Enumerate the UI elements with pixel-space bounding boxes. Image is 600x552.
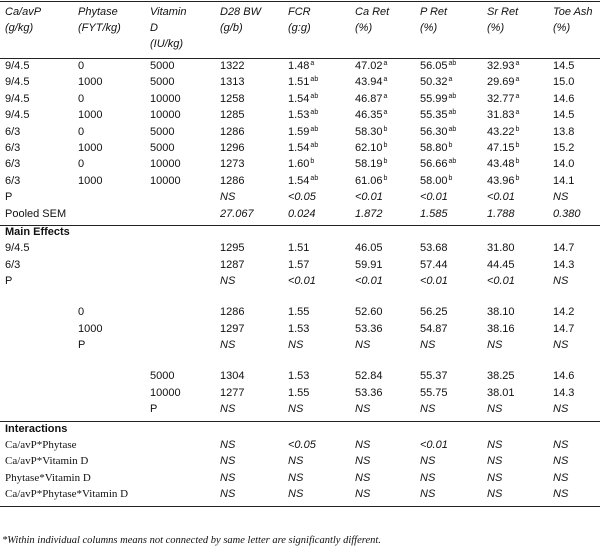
treatment-ca-ret-superscript: a [383, 109, 388, 117]
treatment-fcr-superscript: ab [310, 76, 319, 84]
treatment-bw: 1273 [220, 158, 245, 171]
treatment-sr-ret-superscript: b [515, 125, 520, 133]
pooled-sem-label: Pooled SEM [5, 207, 67, 220]
treatment-fcr: 1.54$^{ab}$ [288, 92, 319, 105]
main-effect-vitamin-d-p-ret: 55.37 [420, 370, 448, 383]
treatment-toe-ash: 14.0 [553, 158, 575, 171]
interaction-ca-ret: NS [355, 438, 371, 451]
main-effect-ca-label: 9/4.5 [5, 242, 30, 255]
main-effect-ca-fcr: 1.57 [288, 258, 310, 271]
main-effect-phytase-sr-ret: 38.10 [487, 306, 515, 319]
main-effect-phytase-ca-ret: 52.60 [355, 306, 383, 319]
main-effect-vitamin-d-bw: NS [220, 403, 236, 416]
interaction-bw: NS [220, 471, 236, 484]
main-effect-vitamin-d-ca-ret: 53.36 [355, 386, 383, 399]
interaction-sr-ret: NS [487, 488, 503, 501]
treatment-vitamin-d: 5000 [150, 125, 175, 138]
main-effect-vitamin-d-sr-ret: 38.25 [487, 370, 515, 383]
treatment-p-ret: 58.00$^b$ [420, 174, 453, 187]
treatment-fcr: 1.53$^{ab}$ [288, 109, 319, 122]
main-effect-ca-label: 6/3 [5, 258, 21, 271]
interaction-bw: NS [220, 438, 236, 451]
treatment-ca: 9/4.5 [5, 109, 30, 122]
main-effect-phytase-toe: 14.7 [553, 322, 575, 335]
treatment-ca-ret: 46.35$^a$ [355, 109, 388, 122]
interaction-ca-ret: NS [355, 455, 371, 468]
treatment-p-ret-superscript: b [448, 142, 453, 149]
treatment-ca-ret: 43.94$^a$ [355, 76, 388, 89]
main-effect-phytase-fcr: NS [288, 339, 304, 352]
treatment-fcr-superscript: a [310, 60, 315, 67]
treatment-sr-ret: 32.77$^a$ [487, 92, 520, 105]
treatment-p-ret-superscript: b [448, 174, 453, 182]
treatment-ca: 9/4.5 [5, 60, 30, 72]
p-value-row-fcr: <0.05 [288, 191, 316, 204]
treatment-bw: 1285 [220, 109, 245, 122]
treatment-ca-ret: 58.30$^b$ [355, 125, 388, 138]
main-effect-ca-p-ret: 57.44 [420, 258, 448, 271]
main-effect-vitamin-d-sr-ret: NS [487, 403, 503, 416]
header-ca_ret-line: (%) [355, 22, 373, 34]
interaction-p-ret: NS [420, 455, 436, 468]
main-effect-phytase-sr-ret: NS [487, 339, 503, 352]
header-p_ret-line: P Ret [420, 6, 448, 18]
interaction-fcr: NS [288, 455, 304, 468]
treatment-phytase: 0 [78, 125, 85, 138]
interactions-top-rule [0, 421, 600, 422]
header-phy-line: Phytase [78, 6, 118, 18]
interaction-ca-ret: NS [355, 471, 371, 484]
treatment-sr-ret: 47.15$^b$ [487, 142, 520, 154]
main-effect-phytase-toe: NS [553, 339, 569, 352]
treatment-p-ret: 56.05$^{ab}$ [420, 60, 457, 72]
treatment-ca-ret: 46.87$^a$ [355, 92, 388, 105]
p-value-row-bw: NS [220, 191, 236, 204]
treatment-vitamin-d: 10000 [150, 109, 181, 122]
treatment-p-ret-superscript: ab [448, 158, 457, 166]
p-value-row-p-ret: <0.01 [420, 191, 448, 204]
treatment-sr-ret-superscript: a [515, 76, 520, 84]
interaction-toe: NS [553, 438, 569, 451]
treatment-bw: 1322 [220, 60, 245, 72]
treatment-phytase: 0 [78, 60, 85, 72]
main-effect-vitamin-d-fcr: 1.53 [288, 370, 310, 383]
p-value-row-toe: NS [553, 191, 569, 204]
treatment-p-ret-superscript: ab [448, 60, 457, 67]
treatment-bw: 1258 [220, 92, 245, 105]
header-vitd-line: Vitamin [150, 6, 187, 18]
treatment-ca-ret-superscript: a [383, 76, 388, 84]
header-bw-line: (g/b) [220, 22, 243, 34]
treatment-vitamin-d: 10000 [150, 174, 181, 187]
treatment-ca-ret-superscript: b [383, 158, 388, 166]
main-effect-phytase-bw: 1286 [220, 306, 245, 319]
main-effect-ca-bw: 1295 [220, 242, 245, 255]
treatment-p-ret: 58.80$^b$ [420, 142, 453, 154]
treatment-bw: 1286 [220, 125, 245, 138]
treatment-vitamin-d: 5000 [150, 76, 175, 89]
treatment-bw: 1296 [220, 142, 245, 154]
footnote: *Within individual columns means not connected by same letter are significantly different. [2, 535, 381, 546]
treatment-ca-ret-superscript: b [383, 174, 388, 182]
treatment-fcr: 1.51$^{ab}$ [288, 76, 319, 89]
treatment-sr-ret: 43.48$^b$ [487, 158, 520, 171]
main-effect-ca-ca-ret: 59.91 [355, 258, 383, 271]
treatment-phytase: 0 [78, 158, 85, 171]
main-effect-ca-toe: 14.3 [553, 258, 575, 271]
treatment-fcr-superscript: ab [310, 174, 319, 182]
interaction-label: Ca/avP*Phytase [5, 438, 77, 451]
main-effect-ca-sr-ret: 44.45 [487, 258, 515, 271]
treatment-ca-ret: 62.10$^b$ [355, 142, 388, 154]
main-effect-ca-ca-ret: 46.05 [355, 242, 383, 255]
interaction-bw: NS [220, 488, 236, 501]
interaction-toe: NS [553, 471, 569, 484]
main-effect-phytase-bw: NS [220, 339, 236, 352]
treatment-vitamin-d: 5000 [150, 142, 175, 154]
interaction-ca-ret: NS [355, 488, 371, 501]
header-bottom-rule [0, 58, 600, 59]
treatment-fcr-superscript: ab [310, 92, 319, 100]
interaction-p-ret: <0.01 [420, 438, 448, 451]
interaction-sr-ret: NS [487, 455, 503, 468]
treatment-ca: 6/3 [5, 125, 21, 138]
treatment-fcr: 1.48$^a$ [288, 60, 315, 72]
treatment-sr-ret: 32.93$^a$ [487, 60, 520, 72]
header-phy-line: (FYT/kg) [78, 22, 121, 34]
main-effect-ca-toe: 14.7 [553, 242, 575, 255]
treatment-sr-ret: 29.69$^a$ [487, 76, 520, 89]
header-toe-line: Toe Ash [553, 6, 593, 18]
treatment-vitamin-d: 5000 [150, 60, 175, 72]
treatment-toe-ash: 14.5 [553, 109, 575, 122]
pooled-sem-bw: 27.067 [220, 207, 254, 220]
treatment-phytase: 1000 [78, 142, 103, 154]
treatment-ca: 6/3 [5, 158, 21, 171]
main-effect-vitamin-d-fcr: NS [288, 403, 304, 416]
treatment-fcr-superscript: ab [310, 125, 319, 133]
main-effect-phytase-p-ret: NS [420, 339, 436, 352]
main-effects-top-rule [0, 225, 600, 226]
treatment-ca-ret: 47.02$^a$ [355, 60, 388, 72]
main-effect-phytase-p-ret: 56.25 [420, 306, 448, 319]
interaction-fcr: NS [288, 471, 304, 484]
treatment-bw: 1286 [220, 174, 245, 187]
main-effect-phytase-p-ret: 54.87 [420, 322, 448, 335]
treatment-ca-ret-superscript: a [383, 60, 388, 67]
header-vitd-line: (IU/kg) [150, 38, 183, 50]
interaction-sr-ret: NS [487, 471, 503, 484]
treatment-sr-ret-superscript: a [515, 109, 520, 117]
treatment-p-ret-superscript: a [448, 76, 453, 84]
interaction-bw: NS [220, 455, 236, 468]
main-effect-phytase-ca-ret: NS [355, 339, 371, 352]
interaction-toe: NS [553, 488, 569, 501]
main-effect-vitamin-d-fcr: 1.55 [288, 386, 310, 399]
pooled-sem-fcr: 0.024 [288, 207, 316, 220]
treatment-phytase: 1000 [78, 174, 103, 187]
treatment-toe-ash: 15.0 [553, 76, 575, 89]
header-sr_ret-line: (%) [487, 22, 505, 34]
treatment-fcr: 1.59$^{ab}$ [288, 125, 319, 138]
main-effect-vitamin-d-bw: 1277 [220, 386, 245, 399]
interaction-p-ret: NS [420, 488, 436, 501]
main-effect-phytase-bw: 1297 [220, 322, 245, 335]
main-effect-ca-sr-ret: <0.01 [487, 275, 515, 288]
main-effect-phytase-toe: 14.2 [553, 306, 575, 319]
treatment-fcr-superscript: ab [310, 109, 319, 117]
main-effect-ca-ca-ret: <0.01 [355, 275, 383, 288]
header-ca-line: Ca/avP [5, 6, 42, 18]
treatment-ca-ret: 58.19$^b$ [355, 158, 388, 171]
header-sr_ret-line: Sr Ret [487, 6, 519, 18]
main-effect-phytase-label: P [78, 339, 86, 352]
treatment-toe-ash: 14.1 [553, 174, 575, 187]
treatment-vitamin-d: 10000 [150, 158, 181, 171]
treatment-fcr: 1.54$^{ab}$ [288, 174, 319, 187]
main-effect-ca-bw: 1287 [220, 258, 245, 271]
main-effect-ca-sr-ret: 31.80 [487, 242, 515, 255]
treatment-sr-ret: 31.83$^a$ [487, 109, 520, 122]
pooled-sem-toe: 0.380 [553, 207, 581, 220]
treatment-sr-ret-superscript: b [515, 142, 520, 149]
main-effect-vitamin-d-sr-ret: 38.01 [487, 386, 515, 399]
main-effect-vitamin-d-label: P [150, 403, 158, 416]
p-value-row-sr-ret: <0.01 [487, 191, 515, 204]
treatment-fcr: 1.54$^{ab}$ [288, 142, 319, 154]
main-effects-title: Main Effects [5, 226, 70, 238]
main-effect-phytase-ca-ret: 53.36 [355, 322, 383, 335]
treatment-sr-ret-superscript: b [515, 174, 520, 182]
header-toe-line: (%) [553, 22, 571, 34]
main-effect-phytase-label: 1000 [78, 322, 103, 335]
treatment-ca: 6/3 [5, 174, 21, 187]
treatment-toe-ash: 14.6 [553, 92, 575, 105]
interaction-toe: NS [553, 455, 569, 468]
interaction-label: Ca/avP*Vitamin D [5, 455, 89, 468]
interaction-fcr: NS [288, 488, 304, 501]
treatment-bw: 1313 [220, 76, 245, 89]
header-vitd-line: D [150, 22, 158, 34]
treatment-ca: 6/3 [5, 142, 21, 154]
interaction-label: Phytase*Vitamin D [5, 471, 91, 484]
treatment-ca-ret-superscript: a [383, 92, 388, 100]
treatment-sr-ret: 43.22$^b$ [487, 125, 520, 138]
main-effect-ca-p-ret: <0.01 [420, 275, 448, 288]
interaction-fcr: <0.05 [288, 438, 316, 451]
interaction-sr-ret: NS [487, 438, 503, 451]
treatment-phytase: 1000 [78, 76, 103, 89]
header-fcr-line: (g:g) [288, 22, 311, 34]
main-effect-ca-p-ret: 53.68 [420, 242, 448, 255]
treatment-toe-ash: 15.2 [553, 142, 575, 154]
main-effect-ca-toe: NS [553, 275, 569, 288]
header-fcr-line: FCR [288, 6, 311, 18]
header-bw-line: D28 BW [220, 6, 261, 18]
main-effect-vitamin-d-label: 10000 [150, 386, 181, 399]
main-effect-vitamin-d-label: 5000 [150, 370, 175, 383]
pooled-sem-sr-ret: 1.788 [487, 207, 515, 220]
table-top-rule [0, 1, 600, 2]
main-effect-vitamin-d-toe: 14.6 [553, 370, 575, 383]
treatment-sr-ret-superscript: a [515, 92, 520, 100]
main-effect-phytase-fcr: 1.55 [288, 306, 310, 319]
treatment-vitamin-d: 10000 [150, 92, 181, 105]
treatment-fcr-superscript: b [310, 158, 315, 166]
table-bottom-rule [0, 506, 600, 507]
main-effect-vitamin-d-toe: 14.3 [553, 386, 575, 399]
main-effect-ca-label: P [5, 275, 13, 288]
treatment-p-ret: 55.99$^{ab}$ [420, 92, 457, 105]
treatment-p-ret: 55.35$^{ab}$ [420, 109, 457, 122]
p-value-row-ca-ret: <0.01 [355, 191, 383, 204]
main-effect-vitamin-d-ca-ret: 52.84 [355, 370, 383, 383]
main-effect-vitamin-d-ca-ret: NS [355, 403, 371, 416]
treatment-ca-ret-superscript: b [383, 142, 388, 149]
treatment-ca: 9/4.5 [5, 76, 30, 89]
treatment-ca-ret: 61.06$^b$ [355, 174, 388, 187]
header-ca_ret-line: Ca Ret [355, 6, 390, 18]
header-ca-line: (g/kg) [5, 22, 34, 34]
main-effect-vitamin-d-bw: 1304 [220, 370, 245, 383]
interaction-p-ret: NS [420, 471, 436, 484]
main-effect-phytase-sr-ret: 38.16 [487, 322, 515, 335]
treatment-ca: 9/4.5 [5, 92, 30, 105]
main-effect-phytase-label: 0 [78, 306, 85, 319]
treatment-p-ret: 50.32$^a$ [420, 76, 453, 89]
main-effect-phytase-fcr: 1.53 [288, 322, 310, 335]
treatment-phytase: 0 [78, 92, 85, 105]
treatment-p-ret-superscript: ab [448, 125, 457, 133]
treatment-p-ret-superscript: ab [448, 109, 457, 117]
treatment-toe-ash: 13.8 [553, 125, 575, 138]
treatment-sr-ret-superscript: b [515, 158, 520, 166]
p-value-row-label: P [5, 191, 13, 204]
treatment-fcr-superscript: ab [310, 142, 319, 149]
treatment-p-ret: 56.30$^{ab}$ [420, 125, 457, 138]
treatment-ca-ret-superscript: b [383, 125, 388, 133]
pooled-sem-ca-ret: 1.872 [355, 207, 383, 220]
treatment-sr-ret-superscript: a [515, 60, 520, 67]
treatment-p-ret-superscript: ab [448, 92, 457, 100]
treatment-phytase: 1000 [78, 109, 103, 122]
treatment-sr-ret: 43.96$^b$ [487, 174, 520, 187]
main-effect-ca-bw: NS [220, 275, 236, 288]
main-effect-vitamin-d-p-ret: NS [420, 403, 436, 416]
pooled-sem-p-ret: 1.585 [420, 207, 448, 220]
main-effect-ca-fcr: 1.51 [288, 242, 310, 255]
header-p_ret-line: (%) [420, 22, 438, 34]
treatment-p-ret: 56.66$^{ab}$ [420, 158, 457, 171]
treatment-toe-ash: 14.5 [553, 60, 575, 72]
treatment-fcr: 1.60$^b$ [288, 158, 315, 171]
interactions-title: Interactions [5, 422, 68, 435]
main-effect-ca-fcr: <0.01 [288, 275, 316, 288]
main-effect-vitamin-d-toe: NS [553, 403, 569, 416]
main-effect-vitamin-d-p-ret: 55.75 [420, 386, 448, 399]
interaction-label: Ca/avP*Phytase*Vitamin D [5, 488, 129, 501]
